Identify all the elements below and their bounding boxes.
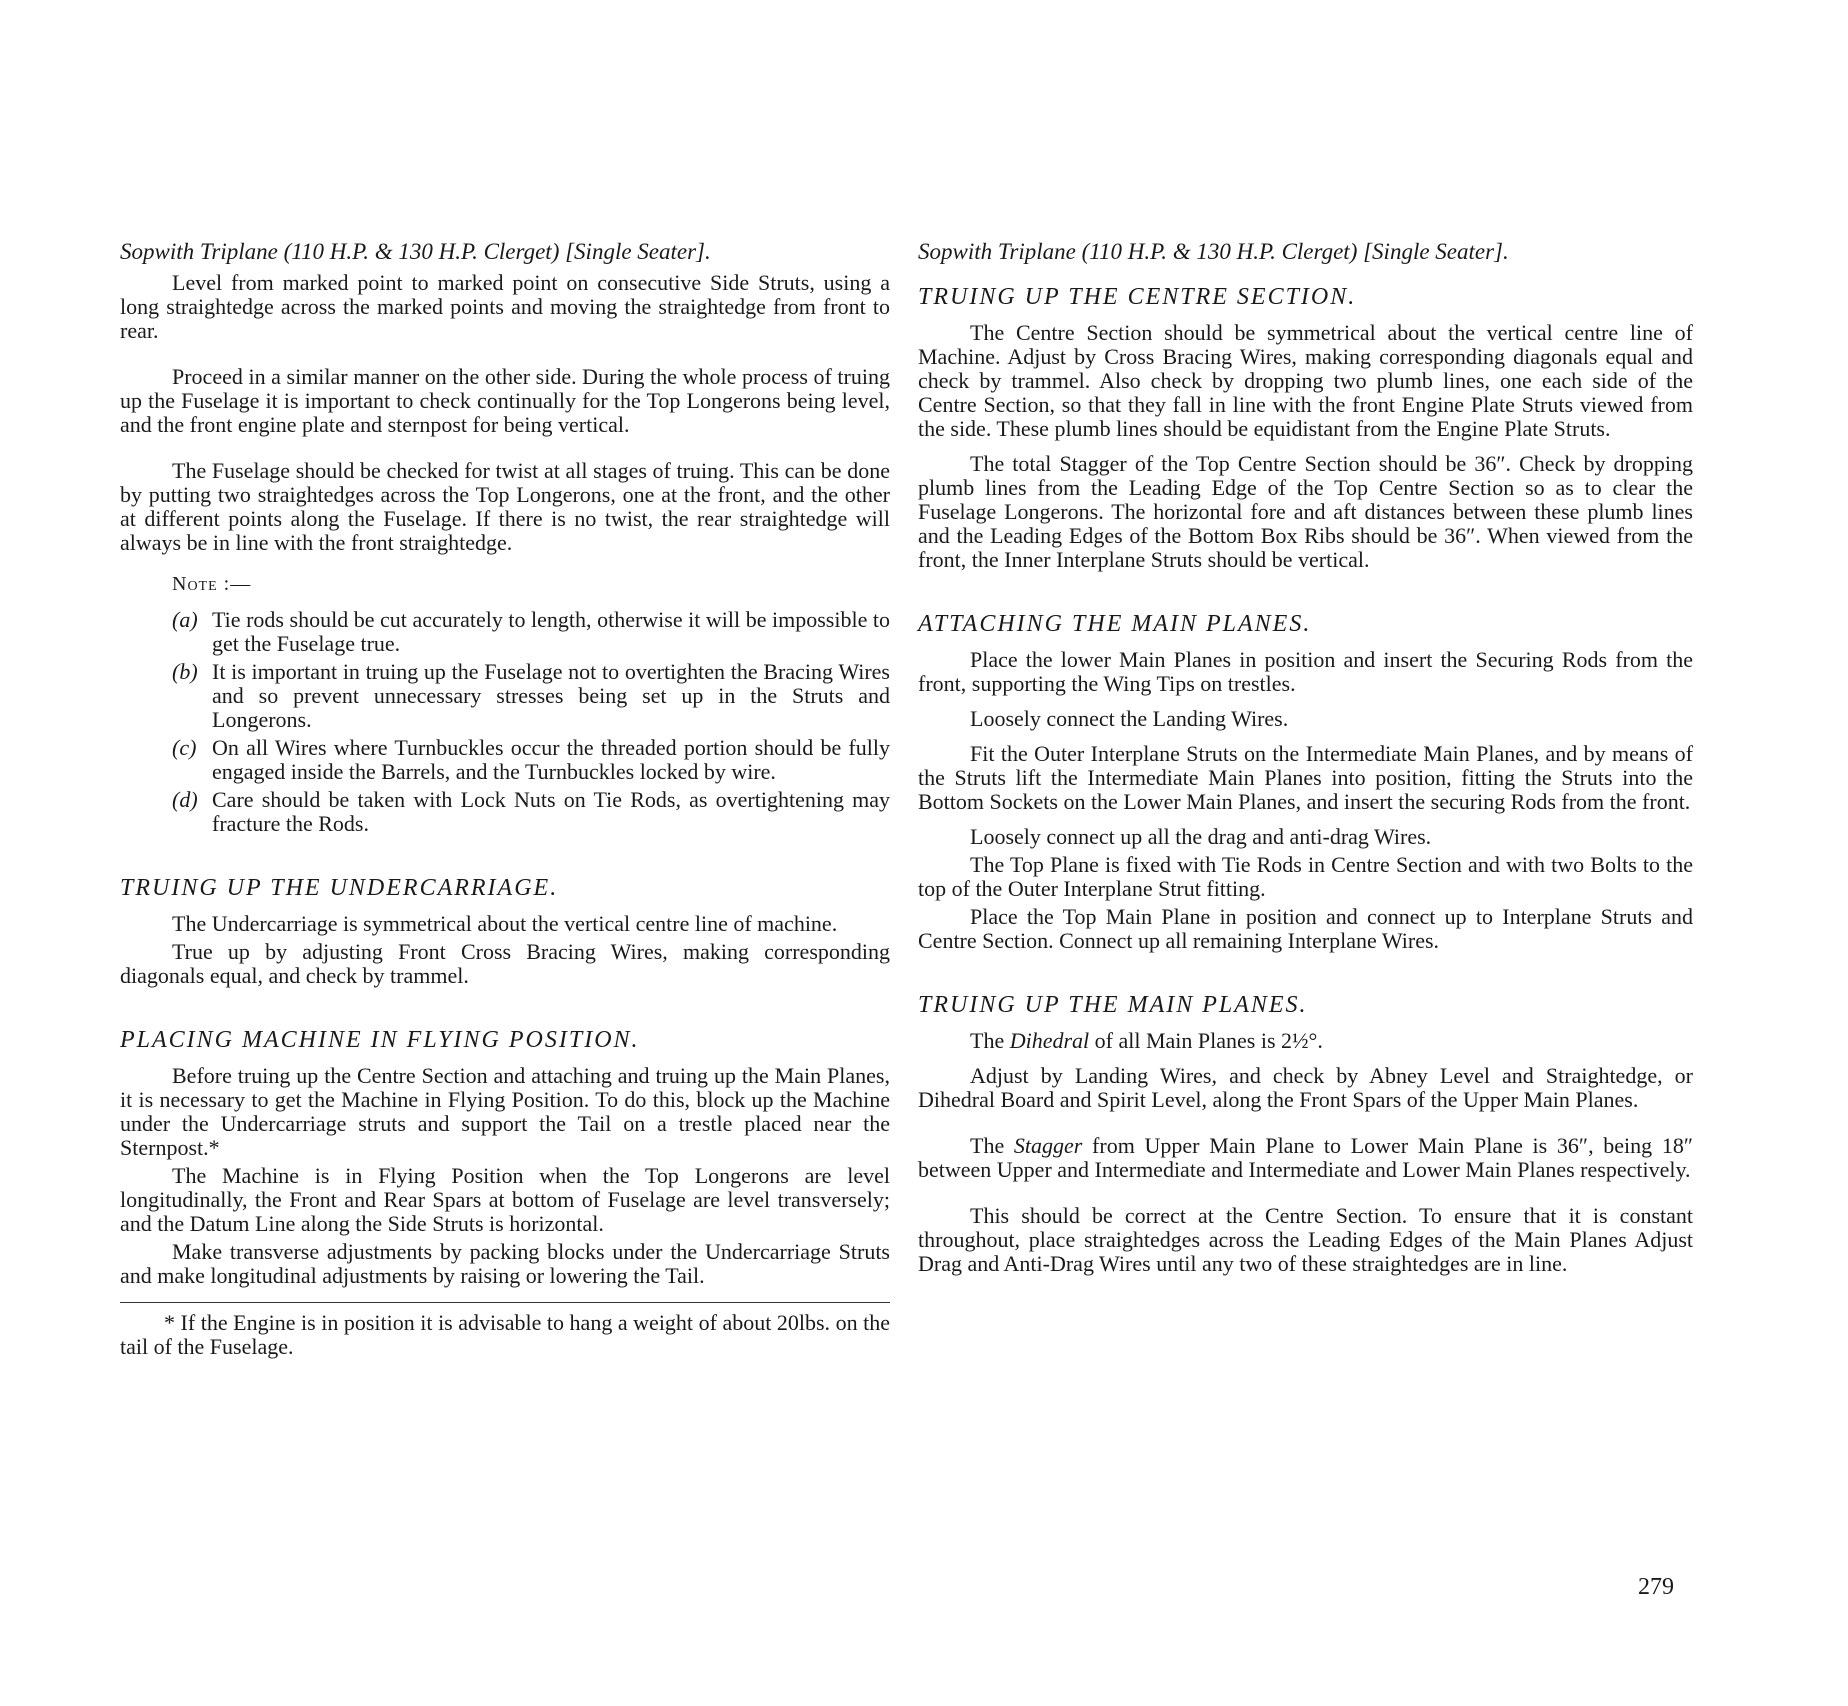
paragraph: Level from marked point to marked point on consecutive Side Struts, using a long straightedge across the marked points and moving the straightedge from front to rear.: [120, 270, 890, 343]
note-text: Tie rods should be cut accurately to length, otherwise it will be impossible to get the Fuselage true.: [212, 607, 890, 656]
note-marker: (d): [172, 787, 198, 812]
text-run: from Upper Main Plane to Lower Main Plane is 36″, being 18″ between Upper and Intermediate and Intermediate and Lower Main Planes respectively.: [918, 1133, 1694, 1182]
paragraph: The Fuselage should be checked for twist at all stages of truing. This can be done by putting two straightedges across the Top Longerons, one at the front, and the other at different points along the Fuselage. If there is no twist, the rear straightedge will always be in line with the front straightedge.: [120, 458, 890, 555]
paragraph: The Undercarriage is symmetrical about the vertical centre line of machine.: [172, 911, 838, 936]
page-number: 279: [1638, 1574, 1674, 1600]
paragraph: True up by adjusting Front Cross Bracing Wires, making corresponding diagonals equal, and check by trammel.: [120, 939, 890, 988]
section-heading-flying-position: PLACING MACHINE IN FLYING POSITION.: [120, 1027, 640, 1053]
paragraph: Loosely connect up all the drag and anti-drag Wires.: [970, 824, 1432, 849]
emphasis: Dihedral: [1009, 1028, 1090, 1053]
left-column: [120, 238, 890, 1359]
section-heading-centre-section: TRUING UP THE CENTRE SECTION.: [918, 284, 1357, 310]
note-marker: (a): [172, 607, 198, 632]
text-run: The: [970, 1028, 1010, 1053]
paragraph: The total Stagger of the Top Centre Section should be 36″. Check by dropping plumb lines from the Leading Edge of the Top Centre Section so as to clear the Fuselage Longerons. The horizontal fore and aft distances between these plumb lines and the Leading Edges of the Bottom Box Ribs should be 36″. When viewed from the front, the Inner Interplane Struts should be vertical.: [918, 451, 1693, 572]
note-item: [172, 608, 890, 656]
note-item: [172, 736, 890, 784]
paragraph: [918, 1029, 1693, 1053]
note-text: On all Wires where Turnbuckles occur the threaded portion should be fully engaged inside the Barrels, and the Turnbuckles locked by wire.: [212, 735, 890, 784]
paragraph: Make transverse adjustments by packing blocks under the Undercarriage Struts and make longitudinal adjustments by raising or lowering the Tail.: [120, 1239, 890, 1288]
section-heading-undercarriage: TRUING UP THE UNDERCARRIAGE.: [120, 875, 559, 901]
paragraph: The Centre Section should be symmetrical about the vertical centre line of Machine. Adjust by Cross Bracing Wires, making corresponding diagonals equal and check by trammel. Also check by dropping two plumb lines, one each side of the Centre Section, so that they fall in line with the front Engine Plate Struts viewed from the side. These plumb lines should be equidistant from the Engine Plate Struts.: [918, 320, 1693, 441]
footnote-rule: [120, 1302, 890, 1303]
text-run: of all Main Planes is 2½°.: [1089, 1028, 1323, 1053]
note-text: Care should be taken with Lock Nuts on Tie Rods, as overtightening may fracture the Rods.: [212, 787, 890, 836]
paragraph: This should be correct at the Centre Section. To ensure that it is constant throughout, place straightedges across the Leading Edges of the Main Planes Adjust Drag and Anti-Drag Wires until any two of these straightedges are in line.: [918, 1203, 1693, 1276]
running-head-left: Sopwith Triplane (110 H.P. & 130 H.P. Clerget) [Single Seater].: [120, 239, 711, 264]
note-label: Note :—: [172, 573, 252, 595]
paragraph: Adjust by Landing Wires, and check by Abney Level and Straightedge, or Dihedral Board and Spirit Level, along the Front Spars of the Upper Main Planes.: [918, 1063, 1693, 1112]
footnote: * If the Engine is in position it is advisable to hang a weight of about 20lbs. on the tail of the Fuselage.: [120, 1310, 890, 1359]
paragraph: Fit the Outer Interplane Struts on the Intermediate Main Planes, and by means of the Struts lift the Intermediate Main Planes into position, fitting the Struts into the Bottom Sockets on the Lower Main Planes, and insert the securing Rods from the front.: [918, 741, 1693, 814]
text-run: The: [970, 1133, 1014, 1158]
emphasis: Stagger: [1013, 1133, 1083, 1158]
paragraph: The Top Plane is fixed with Tie Rods in Centre Section and with two Bolts to the top of the Outer Interplane Strut fitting.: [918, 852, 1693, 901]
paragraph: Loosely connect the Landing Wires.: [970, 706, 1289, 731]
paragraph: The Machine is in Flying Position when the Top Longerons are level longitudinally, the Front and Rear Spars at bottom of Fuselage are level transversely; and the Datum Line along the Side Struts is horizontal.: [120, 1163, 890, 1236]
paragraph: [918, 1134, 1693, 1182]
note-marker: (c): [172, 735, 197, 760]
running-head-right: Sopwith Triplane (110 H.P. & 130 H.P. Clerget) [Single Seater].: [918, 239, 1509, 264]
note-marker: (b): [172, 659, 198, 684]
note-item: [172, 660, 890, 732]
section-heading-attaching: ATTACHING THE MAIN PLANES.: [918, 611, 1312, 637]
paragraph: Place the Top Main Plane in position and connect up to Interplane Struts and Centre Section. Connect up all remaining Interplane Wires.: [918, 904, 1693, 953]
paragraph: Proceed in a similar manner on the other side. During the whole process of truing up the Fuselage it is important to check continually for the Top Longerons being level, and the front engine plate and sternpost for being vertical.: [120, 364, 890, 437]
note-item: [172, 788, 890, 836]
note-text: It is important in truing up the Fuselage not to overtighten the Bracing Wires and so prevent unnecessary stresses being set up in the Struts and Longerons.: [212, 659, 890, 732]
right-column: [918, 238, 1693, 1276]
section-heading-truing-main-planes: TRUING UP THE MAIN PLANES.: [918, 992, 1308, 1018]
paragraph: Place the lower Main Planes in position and insert the Securing Rods from the front, supporting the Wing Tips on trestles.: [918, 647, 1693, 696]
paragraph: Before truing up the Centre Section and attaching and truing up the Main Planes, it is necessary to get the Machine in Flying Position. To do this, block up the Machine under the Undercarriage struts and support the Tail on a trestle placed near the Sternpost.*: [120, 1063, 890, 1160]
